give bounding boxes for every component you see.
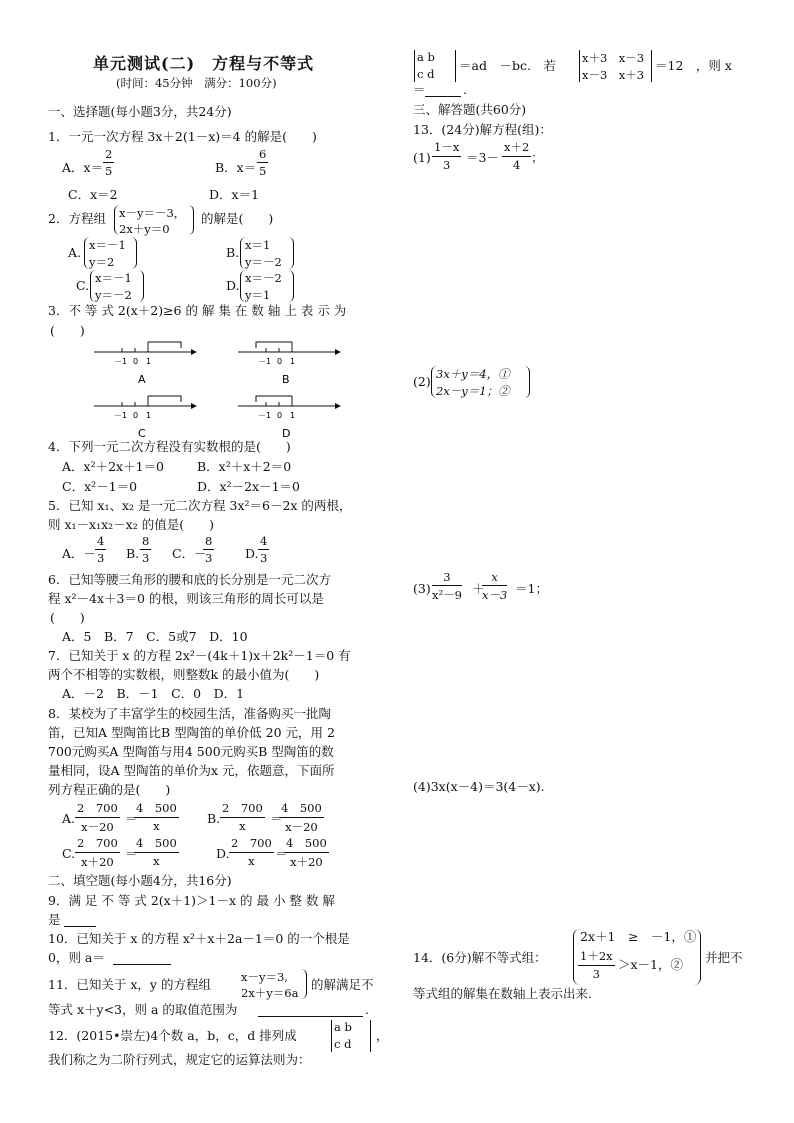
q14-inequality1: 2x＋1 ≥ －1，① <box>580 929 697 944</box>
q8-stem-line2: 笛，已知A 型陶笛比B 型陶笛的单价低 20 元，用 2 <box>48 725 335 740</box>
q2-a-line2: y＝2 <box>89 255 115 269</box>
q1-option-a: A．x＝ <box>62 160 104 175</box>
q8-option-b: B. <box>207 811 221 826</box>
determinant-row2: c d <box>417 67 435 81</box>
tick-label-1: 1 <box>146 411 152 420</box>
q2-d-line1: x＝－2 <box>245 271 282 285</box>
q1-option-d: D．x＝1 <box>209 187 260 202</box>
q5-stem-line2: 则 x₁－x₁x₂－x₂ 的值是( ) <box>48 517 214 532</box>
tick-label-1: 1 <box>290 357 296 366</box>
q12-matrix-row2: c d <box>334 1037 352 1051</box>
q1-stem: 1．一元一次方程 3x＋2(1－x)＝4 的解是( ) <box>48 129 317 144</box>
q9-stem-line1: 9．满 足 不 等 式 2(x＋1)＞1－x 的 最 小 整 数 解 <box>48 893 335 908</box>
q10-stem-line1: 10．已知关于 x 的方程 x²＋x＋2a－1＝0 的一个根是 <box>48 931 350 946</box>
q14-inequality2: ＞x－1，② <box>618 957 684 972</box>
q8-stem-line5: 列方程正确的是( ) <box>48 782 171 797</box>
q2-system-eq2: 2x＋y＝0 <box>119 222 170 236</box>
q1-b-fraction: $\frac{6}{5}$ <box>259 147 267 178</box>
determinant-x-row2: x－3 x＋3 <box>582 68 645 82</box>
q8-b-fraction-left: $\frac{2 700}{x}$ <box>222 801 263 833</box>
q13-p3-fraction-left: $\frac{3}{\text{x²－9}}$ <box>432 570 462 602</box>
q13-p2-eq2: 2x－y＝1；② <box>436 384 510 398</box>
q3-stem-paren: ( ) <box>50 323 85 338</box>
determinant-row1: a b <box>417 50 435 64</box>
number-line-option-c <box>88 392 198 442</box>
brace-icon <box>524 366 530 398</box>
q11-stem-pre: 11．已知关于 x，y 的方程组 <box>48 977 211 992</box>
q6-options: A．5 B．7 C．5或7 D．10 <box>62 629 248 644</box>
q13-p2-eq1: 3x＋y＝4，① <box>436 367 510 381</box>
equals-sign: ＝ <box>125 811 138 826</box>
q12-period: . <box>463 82 467 97</box>
number-line-label-a: A <box>138 373 146 386</box>
q14-stem-line2: 等式组的解集在数轴上表示出来. <box>413 986 592 1001</box>
tick-label-0: 0 <box>133 411 139 420</box>
answer-blank-q10[interactable] <box>113 964 171 965</box>
tick-label-minus1: －1 <box>258 411 272 420</box>
equals-sign: ＝ <box>275 846 288 861</box>
q7-stem-line2: 两个不相等的实数根，则整数k 的最小值为( ) <box>48 667 320 682</box>
q5-option-c: C．－ <box>172 546 207 561</box>
answer-blank-q9[interactable] <box>64 926 96 927</box>
q13-p1-end: ； <box>531 150 544 165</box>
tick-label-0: 0 <box>277 357 283 366</box>
tick-label-minus1: －1 <box>114 411 128 420</box>
brace-icon <box>288 237 294 269</box>
number-line-option-b <box>232 338 342 388</box>
q11-system-eq1: x－y＝3, <box>241 970 288 984</box>
section-heading-solve: 三、解答题(共60分) <box>413 102 527 117</box>
q8-b-fraction-right: $\frac{4 500}{x-20}$ <box>281 801 322 834</box>
q7-options: A．－2 B．－1 C．0 D．1 <box>62 686 245 701</box>
number-line-label-d: D <box>282 427 291 440</box>
determinant-bar-icon <box>455 50 456 82</box>
q2-c-line1: x＝－1 <box>95 271 132 285</box>
q13-p3-end: ＝1； <box>515 581 548 596</box>
number-line-option-d <box>232 392 342 442</box>
q1-a-fraction: $\frac{2}{5}$ <box>105 147 113 178</box>
determinant-rule: ＝ad －bc. 若 <box>459 58 556 73</box>
q1-option-c: C．x＝2 <box>68 187 118 202</box>
tick-label-1: 1 <box>146 357 152 366</box>
q8-option-a: A. <box>62 811 76 826</box>
q8-a-fraction-right: $\frac{4 500}{x}$ <box>136 801 177 833</box>
q4-option-c: C．x²－1＝0 <box>62 479 138 494</box>
q8-d-fraction-left: $\frac{2 700}{x}$ <box>231 836 272 868</box>
q5-stem-line1: 5．已知 x₁、x₂ 是一元二次方程 3x²＝6－2x 的两根， <box>48 498 352 513</box>
brace-icon <box>131 237 137 269</box>
tick-label-0: 0 <box>277 411 283 420</box>
q14-fraction: $\frac{1+2x}{3}$ <box>580 949 613 981</box>
determinant-rhs: ＝12 ，则 x <box>655 58 732 73</box>
equals-sign: ＝ <box>270 811 283 826</box>
q5-d-fraction: $\frac{4}{3}$ <box>260 534 268 565</box>
determinant-x-row1: x＋3 x－3 <box>582 51 645 65</box>
answer-blank-q11[interactable] <box>258 1016 363 1017</box>
tick-label-minus1: －1 <box>258 357 272 366</box>
q4-stem: 4．下列一元二次方程没有实数根的是( ) <box>48 439 291 454</box>
q8-a-fraction-left: $\frac{2 700}{x-20}$ <box>77 801 118 834</box>
tick-label-0: 0 <box>133 357 139 366</box>
brace-icon <box>288 270 294 302</box>
q6-stem-line1: 6．已知等腰三角形的腰和底的长分别是一元二次方 <box>48 572 331 587</box>
q5-b-fraction: $\frac{8}{3}$ <box>142 534 150 565</box>
q11-period: . <box>365 1002 369 1017</box>
q12-matrix-row1: a b <box>334 1020 352 1034</box>
section-heading-choice: 一、选择题(每小题3分，共24分) <box>48 104 232 119</box>
q5-option-a: A．－ <box>62 546 97 561</box>
q14-stem-pre: 14．(6分)解不等式组： <box>413 950 547 965</box>
q2-stem-post: 的解是( ) <box>201 211 274 226</box>
section-heading-fill: 二、填空题(每小题4分，共16分) <box>48 873 232 888</box>
q4-option-d: D．x²－2x－1＝0 <box>197 479 300 494</box>
q13-p3-middle: ＋ <box>472 581 485 596</box>
q13-p1-middle: ＝3－ <box>466 150 499 165</box>
q2-option-d: D. <box>226 278 240 293</box>
q12-stem-line2: 我们称之为二阶行列式，规定它的运算法则为： <box>48 1052 311 1067</box>
q5-a-fraction: $\frac{4}{3}$ <box>97 534 105 565</box>
determinant-bar-icon <box>414 50 415 82</box>
q2-c-line2: y＝－2 <box>95 288 132 302</box>
q13-part2-label: (2) <box>413 374 431 389</box>
q3-stem: 3．不 等 式 2(x＋2)≥6 的 解 集 在 数 轴 上 表 示 为 <box>48 303 347 318</box>
q2-system-eq1: x－y＝－3， <box>119 206 186 220</box>
equals-sign: ＝ <box>125 846 138 861</box>
q4-option-a: A．x²＋2x＋1＝0 <box>62 459 164 474</box>
q6-stem-line3: ( ) <box>50 610 85 625</box>
q14-stem-post: 并把不 <box>705 950 743 965</box>
tick-label-minus1: －1 <box>114 357 128 366</box>
q2-d-line2: y＝1 <box>245 288 271 302</box>
q2-option-c: C. <box>76 278 90 293</box>
page-subtitle: (时间：45分钟 满分：100分) <box>116 76 277 90</box>
q11-stem-post: 的解满足不 <box>311 977 374 992</box>
determinant-bar-icon <box>331 1020 332 1052</box>
q7-stem-line1: 7．已知关于 x 的方程 2x²－(4k＋1)x＋2k²－1＝0 有 <box>48 648 351 663</box>
q13-part3-label: (3) <box>413 581 431 596</box>
answer-blank-q12[interactable] <box>425 96 461 97</box>
q5-option-d: D. <box>245 546 259 561</box>
q8-stem-line3: 700元购买A 型陶笛与用4 500元购买B 型陶笛的数 <box>48 744 334 759</box>
brace-icon <box>301 969 307 999</box>
q5-option-b: B. <box>126 546 140 561</box>
q13-part1-label: (1) <box>413 150 431 165</box>
q2-b-line1: x＝1 <box>245 238 271 252</box>
q13-part4: (4)3x(x－4)＝3(4－x). <box>413 779 545 794</box>
q13-p1-fraction-left: $\frac{1-x}{3}$ <box>434 140 460 172</box>
q13-stem: 13．(24分)解方程(组)： <box>413 122 552 137</box>
q12-answer-prefix: ＝ <box>413 82 426 97</box>
q2-stem-pre: 2．方程组 <box>48 211 106 226</box>
number-line-label-b: B <box>282 373 290 386</box>
q9-stem-line2: 是 <box>48 912 61 927</box>
q6-stem-line2: 程 x²－4x＋3＝0 的根，则该三角形的周长可以是 <box>48 591 324 606</box>
q8-option-c: C. <box>62 846 76 861</box>
q5-c-fraction: $\frac{8}{3}$ <box>205 534 213 565</box>
determinant-bar-icon <box>370 1020 371 1052</box>
brace-icon <box>138 270 144 302</box>
q13-p3-fraction-right: $\frac{x}{x-3}$ <box>482 570 508 602</box>
q12-comma: ， <box>376 1028 389 1043</box>
determinant-bar-icon <box>579 50 580 82</box>
q8-stem-line1: 8．某校为了丰富学生的校园生活，准备购买一批陶 <box>48 706 331 721</box>
q11-system-eq2: 2x＋y＝6a <box>241 986 299 1000</box>
q11-stem-line2: 等式 x＋y<3，则 a 的取值范围为 <box>48 1002 238 1017</box>
q2-option-a: A. <box>68 245 82 260</box>
q8-stem-line4: 量相同，设A 型陶笛的单价为x 元，依题意，下面所 <box>48 763 335 778</box>
q2-b-line2: y＝－2 <box>245 255 282 269</box>
q12-stem-pre: 12．(2015•崇左)4个数 a，b，c，d 排列成 <box>48 1028 297 1043</box>
q8-option-d: D. <box>216 846 230 861</box>
q8-d-fraction-right: $\frac{4 500}{x+20}$ <box>286 836 327 869</box>
determinant-bar-icon <box>651 50 652 82</box>
q13-p1-fraction-right: $\frac{x+2}{4}$ <box>504 140 530 172</box>
q8-c-fraction-left: $\frac{2 700}{x+20}$ <box>77 836 118 869</box>
q2-option-b: B. <box>226 245 240 260</box>
q4-option-b: B．x²＋x＋2＝0 <box>197 459 292 474</box>
q2-a-line1: x＝－1 <box>89 238 126 252</box>
number-line-option-a <box>88 338 198 388</box>
brace-icon <box>694 929 701 985</box>
tick-label-1: 1 <box>290 411 296 420</box>
page-title: 单元测试(二) 方程与不等式 <box>93 54 315 73</box>
q10-stem-line2: 0，则 a＝ <box>48 950 105 965</box>
number-line-label-c: C <box>138 427 146 440</box>
q1-option-b: B．x＝ <box>215 160 257 175</box>
q8-c-fraction-right: $\frac{4 500}{x}$ <box>136 836 177 868</box>
brace-icon <box>188 205 194 235</box>
